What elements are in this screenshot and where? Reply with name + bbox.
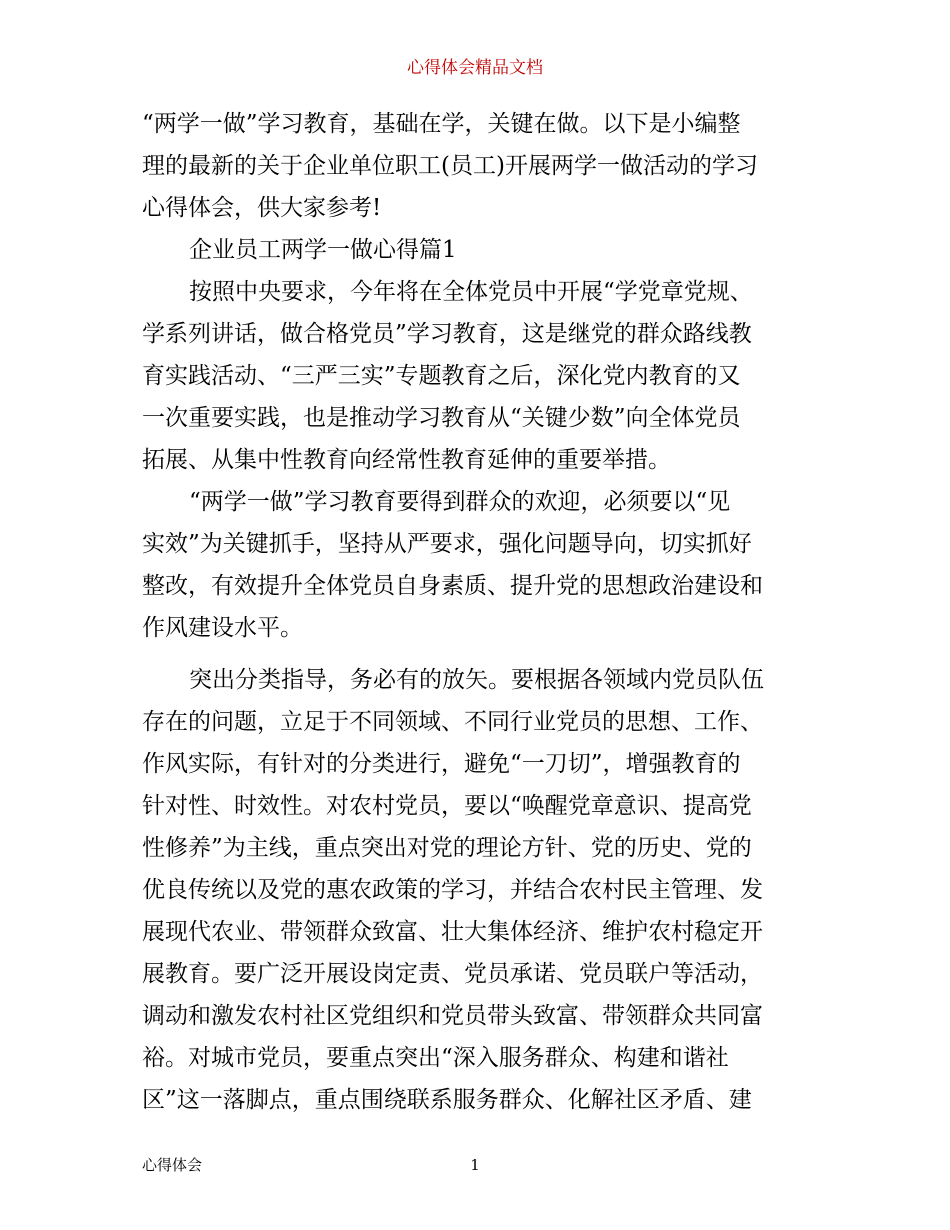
body-line: 理的最新的关于企业单位职工(员工)开展两学一做活动的学习 [142,153,758,179]
body-line: 心得体会，供大家参考! [142,195,382,221]
body-line: 区”这一落脚点，重点围绕联系服务群众、化解社区矛盾、建 [142,1087,752,1113]
body-line: 突出分类指导，务必有的放矢。要根据各领域内党员队伍 [189,667,764,693]
section-heading: 企业员工两学一做心得篇1 [189,237,457,263]
body-line: 一次重要实践，也是推动学习教育从“关键少数”向全体党员 [142,405,741,431]
body-line: 展现代农业、带领群众致富、壮大集体经济、维护农村稳定开 [142,919,763,945]
page-number: 1 [470,1156,480,1174]
body-line: 按照中央要求，今年将在全体党员中开展“学党章党规、 [189,279,753,305]
body-line: 展教育。要广泛开展设岗定责、党员承诺、党员联户等活动， [142,961,763,987]
body-line: 育实践活动、“三严三实”专题教育之后，深化党内教育的又 [142,363,741,389]
body-line: 裕。对城市党员，要重点突出“深入服务群众、构建和谐社 [142,1045,729,1071]
page-header-title: 心得体会精品文档 [407,58,543,78]
body-line: 作风实际，有针对的分类进行，避免“一刀切”，增强教育的 [142,751,741,777]
body-line: 存在的问题，立足于不同领域、不同行业党员的思想、工作、 [142,709,763,735]
body-line: 作风建设水平。 [142,615,303,641]
body-line: 优良传统以及党的惠农政策的学习，并结合农村民主管理、发 [142,877,763,903]
body-line: 拓展、从集中性教育向经常性教育延伸的重要举措。 [142,447,671,473]
body-line: 性修养”为主线，重点突出对党的理论方针、党的历史、党的 [142,835,752,861]
footer-label: 心得体会 [142,1156,203,1174]
body-line: “两学一做”学习教育，基础在学，关键在做。以下是小编整 [142,111,741,137]
body-line: 调动和激发农村社区党组织和党员带头致富、带领群众共同富 [142,1003,763,1029]
body-line: 学系列讲话，做合格党员”学习教育，这是继党的群众路线教 [142,321,752,347]
body-line: 整改，有效提升全体党员自身素质、提升党的思想政治建设和 [142,573,763,599]
document-body [142,103,810,1121]
body-line: 针对性、时效性。对农村党员，要以“唤醒党章意识、提高党 [142,793,752,819]
paragraph-gap [142,649,810,659]
body-line: 实效”为关键抓手，坚持从严要求，强化问题导向，切实抓好 [142,531,752,557]
body-line: “两学一做”学习教育要得到群众的欢迎，必须要以“见 [189,489,731,515]
